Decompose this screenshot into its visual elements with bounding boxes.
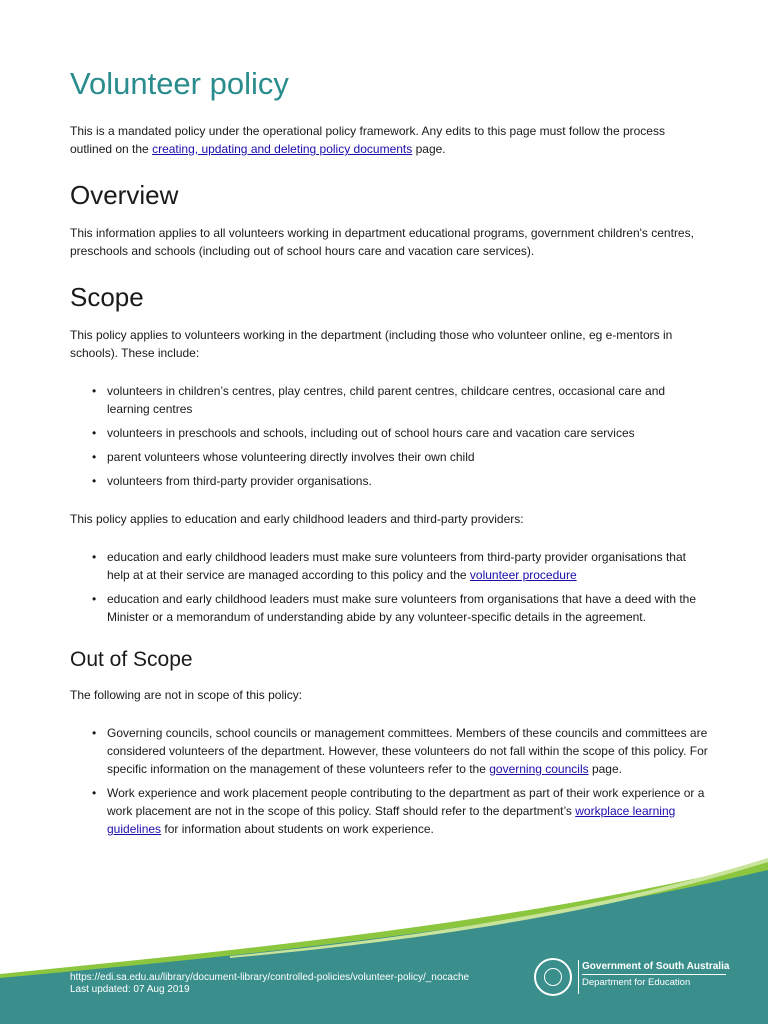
list-item: • Work experience and work placement people contributing to the department as part of their work experience or a work placement are not in the scope of this policy. Staff should refer to the department’s workplace learning guidelines for information about students on work experience. xyxy=(92,786,705,836)
bullet-icon: • xyxy=(92,786,97,800)
department-name: Department for Education xyxy=(582,977,691,988)
scope-list xyxy=(70,382,710,490)
bullet-icon: • xyxy=(92,384,97,398)
footer-url[interactable]: https://edi.sa.edu.au/library/document-library/controlled-policies/volunteer-policy/_nocache xyxy=(70,972,470,983)
out-of-scope-paragraph: The following are not in scope of this policy: xyxy=(70,688,303,702)
list-item: • volunteers from third-party provider organisations. xyxy=(92,474,372,488)
policy-documents-link[interactable]: creating, updating and deleting policy documents xyxy=(152,142,413,156)
intro-text: This is a mandated policy under the operational policy framework. Any edits to this page must follow the process outlined on the xyxy=(70,124,665,156)
bullet-icon: • xyxy=(92,726,97,740)
leaders-paragraph: This policy applies to education and early childhood leaders and third-party providers: xyxy=(70,512,524,526)
list-item: • education and early childhood leaders must make sure volunteers from organisations that have a deed with the Minister or a memorandum of understanding abide by any volunteer-specific details in the agreement. xyxy=(92,592,697,624)
bullet-icon: • xyxy=(92,474,97,488)
sa-crest-icon xyxy=(534,958,572,996)
overview-heading: Overview xyxy=(70,180,179,210)
intro-paragraph xyxy=(70,122,710,158)
overview-paragraph: This information applies to all volunteers working in department educational programs, government children's centres, preschools and schools (including out of school hours care and vacation care services). xyxy=(70,226,694,258)
bullet-icon: • xyxy=(92,426,97,440)
list-item: • education and early childhood leaders must make sure volunteers from third-party provider organisations that help at at their service are managed according to this policy and the volunteer procedure xyxy=(92,550,686,582)
footer-meta xyxy=(70,972,469,996)
page-footer xyxy=(0,856,768,1024)
volunteer-procedure-link[interactable]: volunteer procedure xyxy=(469,568,577,582)
list-item: • parent volunteers whose volunteering directly involves their own child xyxy=(92,450,475,464)
government-logo xyxy=(534,958,734,998)
intro-text-end: page. xyxy=(412,142,446,156)
bullet-icon: • xyxy=(92,550,97,564)
list-item: • Governing councils, school councils or management committees. Members of these councils and committees are considered volunteers of the department. However, these volunteers do not fall within the scope of this policy. For specific information on the management of these volunteers refer to the governing councils page. xyxy=(92,726,708,776)
last-updated: Last updated: 07 Aug 2019 xyxy=(70,984,190,995)
government-name: Government of South Australia xyxy=(582,961,730,972)
bullet-icon: • xyxy=(92,592,97,606)
bullet-icon: • xyxy=(92,450,97,464)
governing-councils-link[interactable]: governing councils xyxy=(489,762,589,776)
leaders-list xyxy=(70,548,710,626)
out-of-scope-heading: Out of Scope xyxy=(70,648,193,671)
list-item: • volunteers in preschools and schools, including out of school hours care and vacation care services xyxy=(92,426,635,440)
list-item: • volunteers in children’s centres, play centres, child parent centres, childcare centres, occasional care and learning centres xyxy=(92,384,666,416)
page-title: Volunteer policy xyxy=(70,66,289,101)
policy-content xyxy=(70,62,710,858)
scope-paragraph: This policy applies to volunteers working in the department (including those who volunteer online, eg e-mentors in schools). These include: xyxy=(70,328,673,360)
workplace-learning-guidelines-link[interactable]: workplace learning guidelines xyxy=(107,804,676,836)
out-of-scope-list xyxy=(70,724,710,838)
footer-wave-graphic xyxy=(0,856,768,1024)
scope-heading: Scope xyxy=(70,282,144,312)
